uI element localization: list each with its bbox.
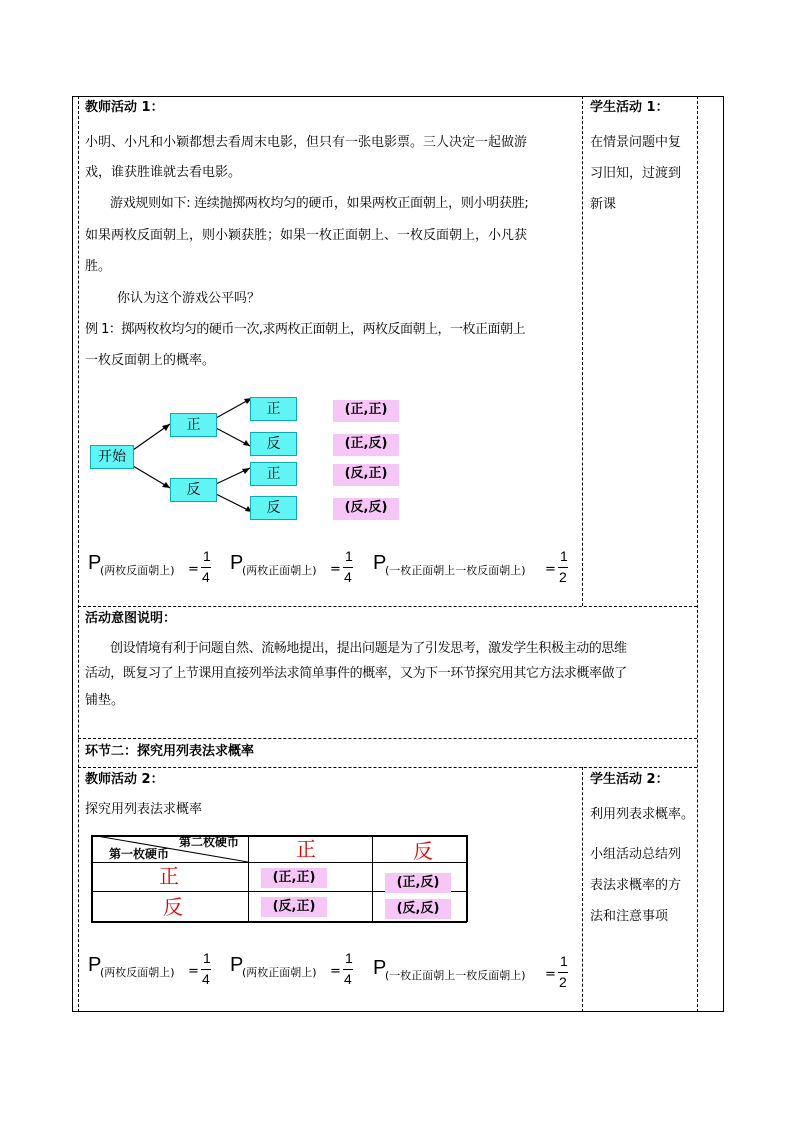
table-row-header: 正 (159, 864, 179, 888)
scenario-line-2: 戏，谁获胜谁就去看电影。 (85, 165, 242, 180)
table-cell: (正,反) (385, 873, 451, 893)
tree-first-tails-node: 反 (170, 478, 217, 502)
teacher-activity-2-heading: 教师活动 2： (85, 772, 164, 787)
example-line-1: 例 1：掷两枚枚均匀的硬币一次,求两枚正面朝上，两枚反面朝上，一枚正面朝上 (85, 322, 526, 337)
rules-line-1: 游戏规则如下: 连续抛掷两枚均匀的硬币，如果两枚正面朝上，则小明获胜; (110, 196, 529, 211)
outcome-label: (正,反) (333, 434, 399, 456)
probability-two-heads: P (两枚正面朝上) = 1 4 (230, 548, 353, 585)
section-2-title: 环节二：探究用列表法求概率 (85, 744, 255, 759)
rules-line-3: 胜。 (85, 259, 112, 274)
student-activity-2-heading: 学生活动 2： (590, 772, 669, 787)
table-cell: (正,正) (261, 868, 327, 888)
probability-one-each: P (一枚正面朝上一枚反面朝上) = 1 2 (373, 548, 568, 585)
tree-leaf-node: 正 (250, 397, 297, 421)
outcome-label: (反,正) (333, 464, 399, 486)
tree-first-heads-node: 正 (170, 413, 217, 437)
outcome-label: (正,正) (333, 400, 399, 422)
teacher-activity-2-subtitle: 探究用列表法求概率 (85, 802, 203, 817)
table-column-header: 反 (413, 839, 433, 863)
activity-intent-heading: 活动意图说明： (85, 611, 177, 626)
outcome-table (91, 835, 467, 922)
tree-start-node: 开始 (90, 445, 134, 469)
table-row-axis-label: 第一枚硬币 (109, 847, 170, 861)
student-activity-2-line-1: 利用列表求概率。 (590, 807, 695, 822)
rules-line-2: 如果两枚反面朝上，则小颖获胜；如果一枚正面朝上、一枚反面朝上，小凡获 (85, 228, 528, 243)
student-activity-2-line-2: 小组活动总结列 (590, 847, 682, 862)
tree-leaf-node: 反 (250, 432, 297, 456)
table-cell: (反,反) (385, 899, 451, 919)
table-column-axis-label: 第二枚硬币 (179, 835, 240, 849)
student-activity-1-line-1: 在情景问题中复 (590, 135, 682, 150)
tree-leaf-node: 反 (250, 496, 297, 520)
probability-two-tails: P (两枚反面朝上) = 1 4 (88, 548, 211, 585)
student-activity-1-line-3: 新课 (590, 197, 617, 212)
probability-two-heads: P (两枚正面朝上) = 1 4 (230, 950, 353, 987)
table-cell: (反,正) (261, 897, 327, 917)
activity-intent-line-1: 创设情境有利于问题自然、流畅地提出，提出问题是为了引发思考，激发学生积极主动的思维 (110, 641, 627, 656)
outcome-label: (反,反) (333, 498, 399, 520)
table-column-header: 正 (296, 837, 316, 861)
probability-one-each: P (一枚正面朝上一枚反面朝上) = 1 2 (373, 953, 568, 990)
student-activity-2-line-3: 表法求概率的方 (590, 878, 682, 893)
table-row-header: 反 (163, 895, 183, 919)
student-activity-2-line-4: 法和注意事项 (590, 909, 669, 924)
activity-intent-line-3: 铺垫。 (85, 693, 125, 708)
student-activity-1-heading: 学生活动 1： (590, 100, 669, 115)
activity-intent-line-2: 活动，既复习了上节课用直接列举法求简单事件的概率，又为下一环节探究用其它方法求概率做了 (85, 666, 627, 681)
scenario-line-1: 小明、小凡和小颖都想去看周末电影，但只有一张电影票。三人决定一起做游 (85, 135, 528, 150)
student-activity-1-line-2: 习旧知，过渡到 (590, 166, 682, 181)
teacher-activity-1-heading: 教师活动 1： (85, 100, 164, 115)
tree-leaf-node: 正 (250, 462, 297, 486)
example-line-2: 一枚反面朝上的概率。 (85, 353, 216, 368)
probability-two-tails: P (两枚反面朝上) = 1 4 (88, 950, 211, 987)
fairness-question: 你认为这个游戏公平吗？ (117, 291, 261, 306)
